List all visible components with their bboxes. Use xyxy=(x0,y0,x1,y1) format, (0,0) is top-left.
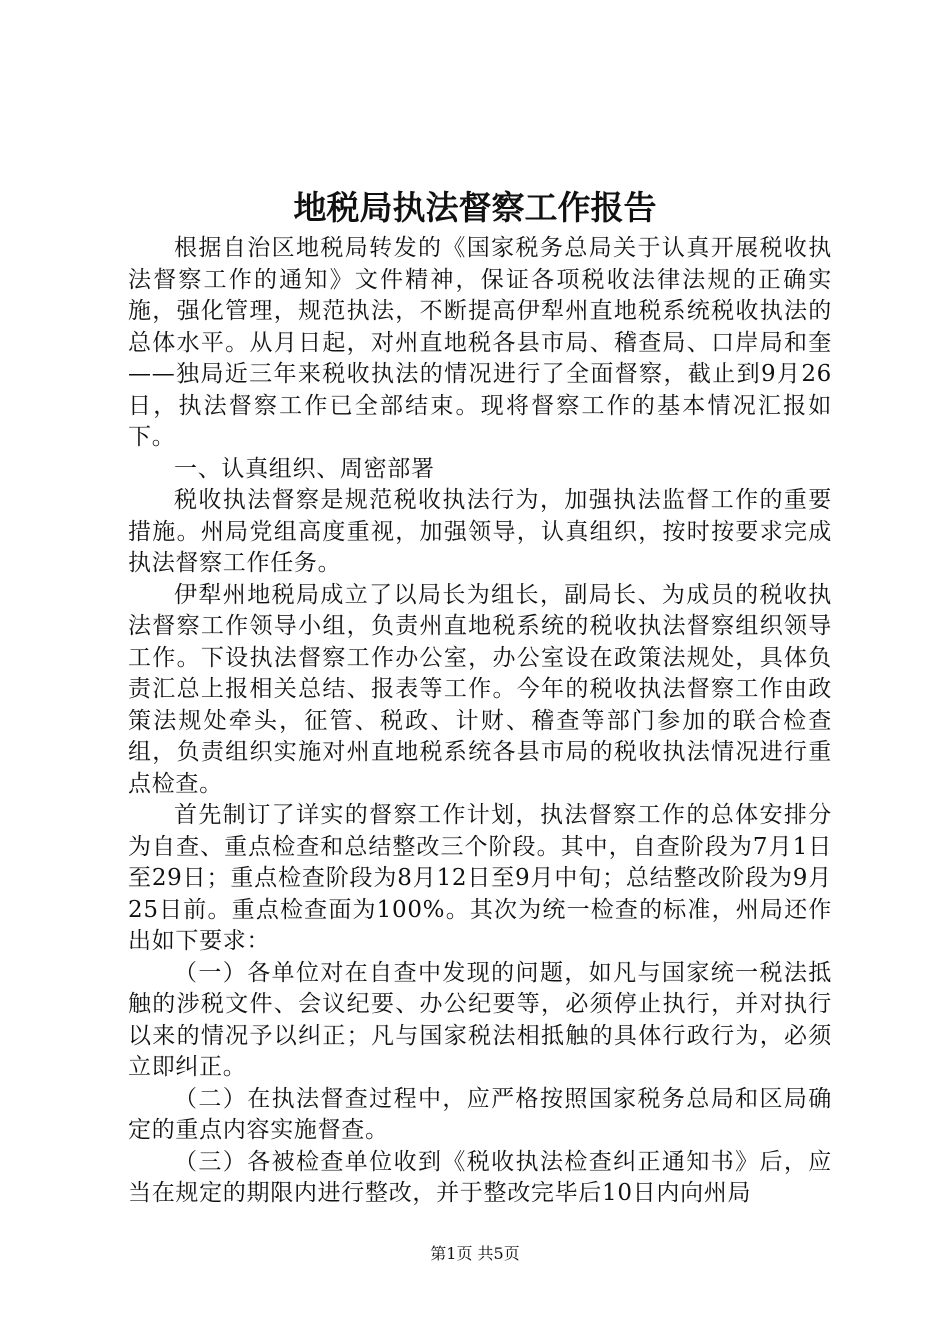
document-body xyxy=(128,233,832,1210)
paragraph: 税收执法督察是规范税收执法行为，加强执法监督工作的重要措施。州局党组高度重视，加强领导，认真组织，按时按要求完成执法督察工作任务。 xyxy=(128,487,832,576)
list-item-2: （二）在执法督查过程中，应严格按照国家税务总局和区局确定的重点内容实施督查。 xyxy=(128,1085,832,1143)
document-title: 地税局执法督察工作报告 xyxy=(293,188,657,227)
section-heading-1: 一、认真组织、周密部署 xyxy=(174,455,435,482)
page-footer: 第1页 共5页 xyxy=(430,1244,520,1263)
list-item-3: （三）各被检查单位收到《税收执法检查纠正通知书》后，应当在规定的期限内进行整改，并于整改完毕后10日内向州局 xyxy=(128,1148,832,1206)
list-item-1: （一）各单位对在自查中发现的问题，如凡与国家统一税法抵触的涉税文件、会议纪要、办公纪要等，必须停止执行，并对执行以来的情况予以纠正；凡与国家税法相抵触的具体行政行为，必须立即纠正。 xyxy=(128,959,832,1080)
paragraph: 伊犁州地税局成立了以局长为组长，副局长、为成员的税收执法督察工作领导小组，负责州直地税系统的税收执法督察组织领导工作。下设执法督察工作办公室，办公室设在政策法规处，具体负责汇总上报相关总结、报表等工作。今年的税收执法督察工作由政策法规处牵头，征管、税政、计财、稽查等部门参加的联合检查组，负责组织实施对州直地税系统各县市局的税收执法情况进行重点检查。 xyxy=(128,581,832,797)
paragraph-intro: 根据自治区地税局转发的《国家税务总局关于认真开展税收执法督察工作的通知》文件精神，保证各项税收法律法规的正确实施，强化管理，规范执法，不断提高伊犁州直地税系统税收执法的总体水平。从月日起，对州直地税各县市局、稽查局、口岸局和奎——独局近三年来税收执法的情况进行了全面督察，截止到9月26日，执法督察工作已全部结束。现将督察工作的基本情况汇报如下。 xyxy=(128,235,832,450)
paragraph: 首先制订了详实的督察工作计划，执法督察工作的总体安排分为自查、重点检查和总结整改三个阶段。其中，自查阶段为7月1日至29日；重点检查阶段为8月12日至9月中旬；总结整改阶段为9月25日前。重点检查面为100%。其次为统一检查的标准，州局还作出如下要求： xyxy=(128,802,832,954)
